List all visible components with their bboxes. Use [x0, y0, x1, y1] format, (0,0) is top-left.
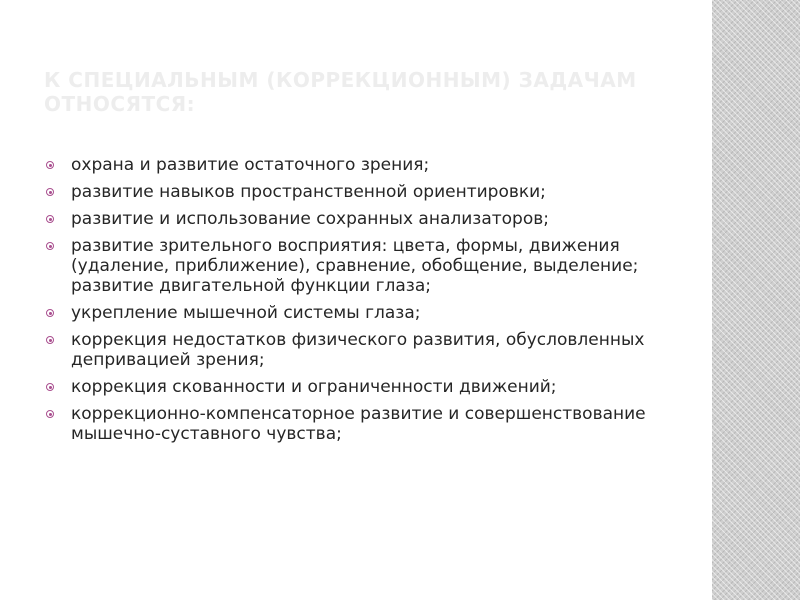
bullet-list: [44, 155, 684, 451]
list-item-text: коррекция недостатков физического развития, обусловленных депривацией зрения;: [71, 330, 645, 370]
list-item-text: развитие и использование сохранных анализаторов;: [71, 209, 549, 229]
list-item-text: охрана и развитие остаточного зрения;: [71, 155, 430, 175]
list-item: [44, 303, 684, 323]
list-item: [44, 404, 684, 444]
list-item-text: развитие зрительного восприятия: цвета, формы, движения (удаление, приближение), сравнение, обобщение, выделение; развитие двигательной функции глаза;: [71, 236, 639, 296]
list-item: [44, 377, 684, 397]
circle-bullet-icon: [46, 383, 54, 391]
circle-bullet-icon: [46, 410, 54, 418]
circle-bullet-icon: [46, 309, 54, 317]
list-item-text: развитие навыков пространственной ориентировки;: [71, 182, 546, 202]
slide-title: К СПЕЦИАЛЬНЫМ (КОРРЕКЦИОННЫМ) ЗАДАЧАМ ОТНОСЯТСЯ:: [44, 68, 637, 116]
list-item-text: коррекция скованности и ограниченности движений;: [71, 377, 557, 397]
list-item-text: коррекционно-компенсаторное развитие и совершенствование мышечно-суставного чувства;: [71, 404, 646, 444]
list-item-text: укрепление мышечной системы глаза;: [71, 303, 421, 323]
circle-bullet-icon: [46, 215, 54, 223]
circle-bullet-icon: [46, 188, 54, 196]
list-item: [44, 236, 684, 296]
list-item: [44, 155, 684, 175]
circle-bullet-icon: [46, 242, 54, 250]
list-item: [44, 182, 684, 202]
list-item: [44, 209, 684, 229]
circle-bullet-icon: [46, 161, 54, 169]
decorative-side-band: [712, 0, 800, 600]
circle-bullet-icon: [46, 336, 54, 344]
list-item: [44, 330, 684, 370]
